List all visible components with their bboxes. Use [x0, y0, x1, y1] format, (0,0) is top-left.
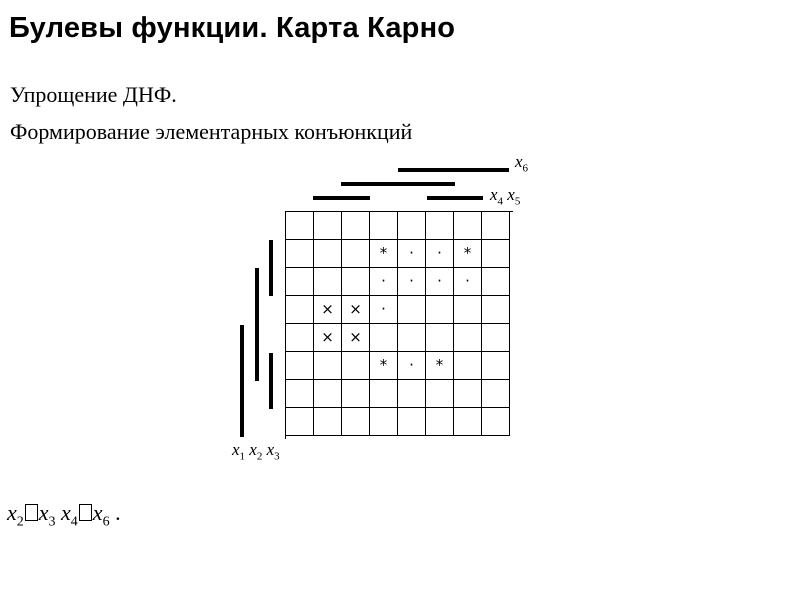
missing-operator-glyph	[25, 504, 38, 521]
kmap-cell	[426, 408, 454, 436]
kmap-cell	[286, 212, 314, 240]
kmap-cell	[398, 296, 426, 324]
kmap-cell	[482, 352, 510, 380]
kmap-cell	[314, 240, 342, 268]
kmap-cell	[482, 212, 510, 240]
kmap-cell	[426, 212, 454, 240]
subtitle-simplification: Упрощение ДНФ.	[10, 82, 177, 107]
formula-var-4: x	[92, 500, 103, 525]
kmap-cell	[286, 380, 314, 408]
kmap-cell	[454, 380, 482, 408]
kmap-cell: ×	[314, 324, 342, 352]
kmap-cell	[482, 380, 510, 408]
x6-bracket-bar	[398, 168, 509, 172]
kmap-cell: ·	[398, 268, 426, 296]
kmap-cell: ·	[370, 268, 398, 296]
kmap-cell	[342, 212, 370, 240]
kmap-cell	[482, 408, 510, 436]
x6-label: $x_6$	[515, 152, 529, 175]
kmap-cell: ·	[426, 240, 454, 268]
kmap-cell	[314, 212, 342, 240]
slide-title: Булевы функции. Карта Карно	[9, 12, 456, 44]
kmap-cell	[342, 352, 370, 380]
kmap-cell: ×	[342, 296, 370, 324]
kmap-cell	[342, 240, 370, 268]
kmap-cell: ·	[370, 296, 398, 324]
kmap-cell: *	[426, 352, 454, 380]
kmap-cell	[454, 296, 482, 324]
kmap-cell	[370, 408, 398, 436]
kmap-cell	[286, 324, 314, 352]
kmap-cell	[314, 352, 342, 380]
kmap-cell	[454, 352, 482, 380]
kmap-cell	[286, 268, 314, 296]
formula-end: .	[115, 500, 121, 525]
kmap-cell	[482, 296, 510, 324]
kmap-cell	[370, 212, 398, 240]
x5-bracket-bar-left	[313, 196, 370, 200]
kmap-cell: *	[370, 240, 398, 268]
kmap-cell	[342, 380, 370, 408]
kmap-cell: *	[454, 240, 482, 268]
kmap-cell	[482, 240, 510, 268]
kmap-cell	[314, 268, 342, 296]
x1-bracket-bar	[240, 325, 244, 437]
formula-var-3: x	[61, 500, 71, 525]
kmap-cell	[454, 324, 482, 352]
kmap-cell	[398, 324, 426, 352]
kmap-cell: ×	[314, 296, 342, 324]
kmap-cell	[370, 324, 398, 352]
x1-x2-x3-label: $x_1$ $x_2$ $x_3$	[232, 440, 280, 463]
kmap-cell: ·	[454, 268, 482, 296]
x3-bracket-bar-top	[269, 240, 273, 296]
subtitle-conjunctions: Формирование элементарных конъюнкций	[10, 119, 413, 144]
x2-bracket-bar	[255, 268, 259, 381]
kmap-cell	[482, 268, 510, 296]
missing-operator-glyph	[79, 504, 92, 521]
kmap-cell	[342, 268, 370, 296]
kmap-cell	[426, 380, 454, 408]
kmap-cell	[314, 408, 342, 436]
kmap-cell: ·	[426, 268, 454, 296]
kmap-cell	[342, 408, 370, 436]
kmap-cell	[398, 212, 426, 240]
kmap-cell	[286, 352, 314, 380]
formula-var-2: x	[38, 500, 49, 525]
kmap-cell	[398, 380, 426, 408]
kmap-cell: ·	[398, 352, 426, 380]
kmap-cell	[398, 408, 426, 436]
x3-bracket-bar-bottom	[269, 353, 273, 409]
kmap-cell	[286, 408, 314, 436]
x5-bracket-bar-right	[427, 196, 483, 200]
kmap-cell: *	[370, 352, 398, 380]
x4-bracket-bar	[341, 182, 455, 186]
kmap-cell: ×	[342, 324, 370, 352]
kmap-cell	[454, 408, 482, 436]
karnaugh-map-grid	[285, 211, 513, 439]
kmap-cell	[482, 324, 510, 352]
kmap-cell	[286, 240, 314, 268]
formula-var-1: x	[7, 500, 17, 525]
result-formula: $x_2$ $x_3$ $x_4$ $x_6$ .	[7, 500, 121, 530]
kmap-cell: ·	[398, 240, 426, 268]
kmap-cell	[314, 380, 342, 408]
kmap-cell	[286, 296, 314, 324]
kmap-cell	[454, 212, 482, 240]
kmap-cell	[426, 324, 454, 352]
kmap-cell	[370, 380, 398, 408]
x4-x5-label: $x_4$ $x_5$	[490, 185, 521, 208]
kmap-cell	[426, 296, 454, 324]
